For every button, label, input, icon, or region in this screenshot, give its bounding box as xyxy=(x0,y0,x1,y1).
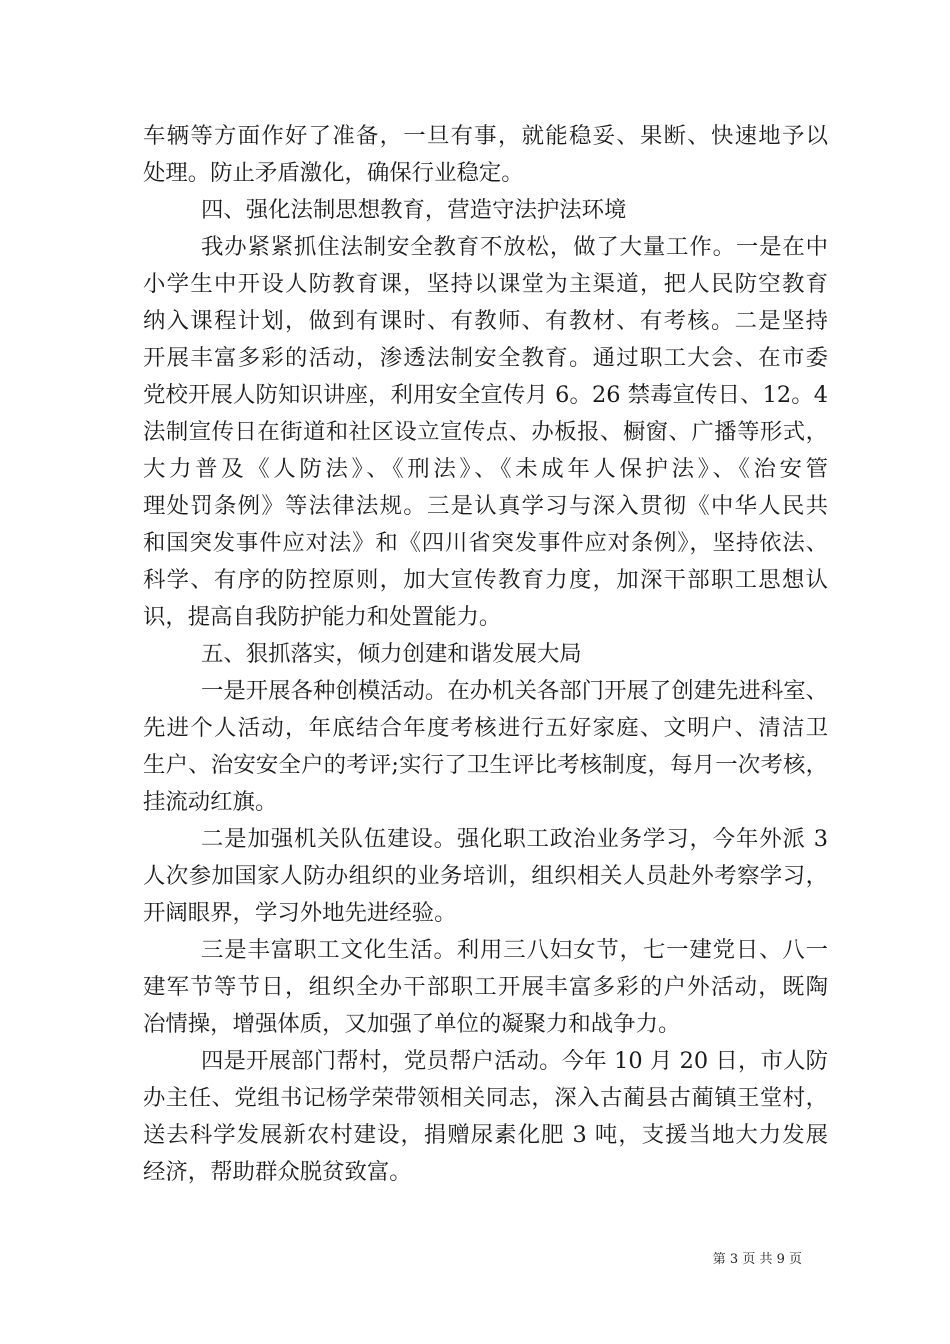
page-number: 第 3 页 共 9 页 xyxy=(712,1252,802,1267)
text-line: 识，提高自我防护能力和处置能力。 xyxy=(143,604,502,630)
text-line: 和国突发事件应对法》和《四川省突发事件应对条例》，坚持依法、 xyxy=(143,530,828,556)
paragraph xyxy=(143,673,828,821)
paragraph xyxy=(143,229,828,636)
paragraph xyxy=(143,821,828,932)
text-line: 四是开展部门帮村，党员帮户活动。今年 10 月 20 日，市人防 xyxy=(201,1048,828,1074)
paragraph xyxy=(143,118,828,192)
text-line: 大力普及《人防法》、《刑法》、《未成年人保护法》、《治安管 xyxy=(143,456,828,482)
text-line: 经济，帮助群众脱贫致富。 xyxy=(143,1159,412,1185)
text-line: 先进个人活动，年底结合年度考核进行五好家庭、文明户、清洁卫 xyxy=(143,715,828,741)
text-line: 送去科学发展新农村建设，捐赠尿素化肥 3 吨，支援当地大力发展 xyxy=(143,1122,828,1148)
text-line: 处理。防止矛盾激化，确保行业稳定。 xyxy=(143,160,524,186)
text-line: 开展丰富多彩的活动，渗透法制安全教育。通过职工大会、在市委 xyxy=(143,345,828,371)
text-line: 办主任、党组书记杨学荣带领相关同志，深入古蔺县古蔺镇王堂村， xyxy=(143,1085,828,1111)
text-line: 二是加强机关队伍建设。强化职工政治业务学习，今年外派 3 xyxy=(201,826,828,852)
text-line: 人次参加国家人防办组织的业务培训，组织相关人员赴外考察学习， xyxy=(143,863,828,889)
text-line: 车辆等方面作好了准备，一旦有事，就能稳妥、果断、快速地予以 xyxy=(143,123,828,149)
text-line: 理处罚条例》等法律法规。三是认真学习与深入贯彻《中华人民共 xyxy=(143,493,828,519)
text-line: 生户、治安安全户的考评;实行了卫生评比考核制度，每月一次考核， xyxy=(143,752,828,778)
document-body xyxy=(143,118,828,1191)
text-line: 一是开展各种创模活动。在办机关各部门开展了创建先进科室、 xyxy=(201,678,828,704)
paragraph xyxy=(143,1043,828,1191)
section-heading xyxy=(143,192,828,229)
text-line: 党校开展人防知识讲座，利用安全宣传月 6。26 禁毒宣传日、12。4 xyxy=(143,382,828,408)
section-heading xyxy=(143,636,828,673)
paragraph xyxy=(143,932,828,1043)
text-line: 建军节等节日，组织全办干部职工开展丰富多彩的户外活动，既陶 xyxy=(143,974,828,1000)
text-line: 冶情操，增强体质，又加强了单位的凝聚力和战争力。 xyxy=(143,1011,681,1037)
text-line: 开阔眼界，学习外地先进经验。 xyxy=(143,900,457,926)
text-line: 法制宣传日在街道和社区设立宣传点、办板报、橱窗、广播等形式， xyxy=(143,419,828,445)
text-line: 五、狠抓落实，倾力创建和谐发展大局 xyxy=(201,641,582,667)
text-line: 纳入课程计划，做到有课时、有教师、有教材、有考核。二是坚持 xyxy=(143,308,828,334)
text-line: 三是丰富职工文化生活。利用三八妇女节，七一建党日、八一 xyxy=(201,937,828,963)
text-line: 我办紧紧抓住法制安全教育不放松，做了大量工作。一是在中 xyxy=(201,234,828,260)
text-line: 四、强化法制思想教育，营造守法护法环境 xyxy=(201,197,627,223)
text-line: 科学、有序的防控原则，加大宣传教育力度，加深干部职工思想认 xyxy=(143,567,828,593)
text-line: 挂流动红旗。 xyxy=(143,789,278,815)
text-line: 小学生中开设人防教育课，坚持以课堂为主渠道，把人民防空教育 xyxy=(143,271,828,297)
